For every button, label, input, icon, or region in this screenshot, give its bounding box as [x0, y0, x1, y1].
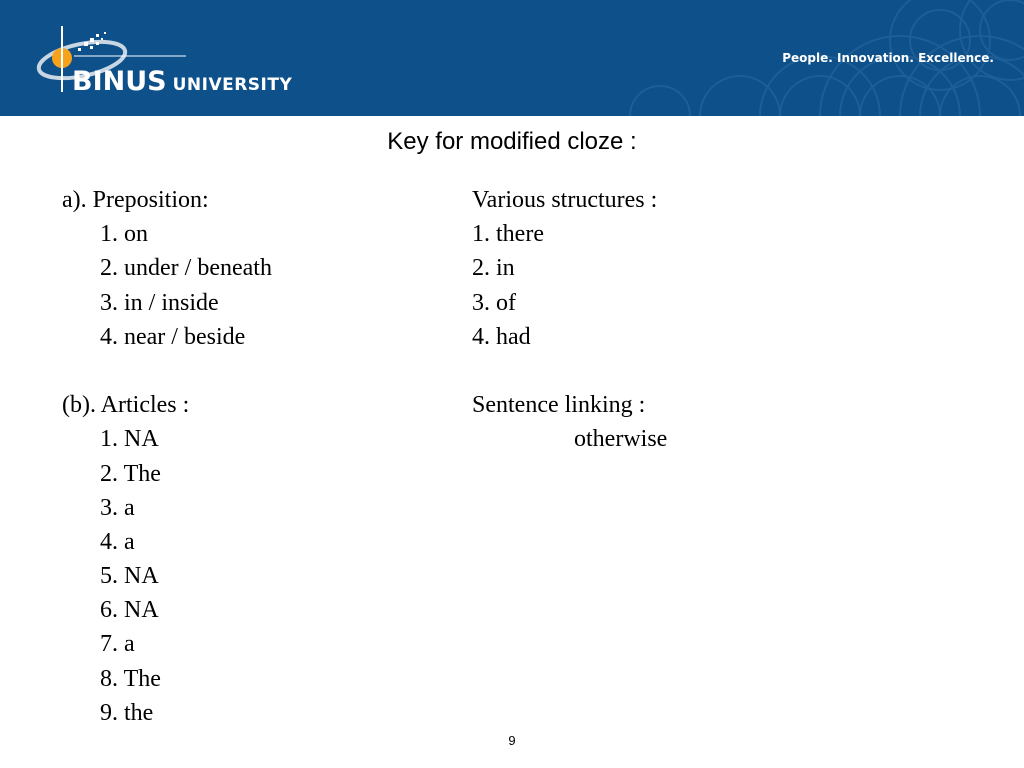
list-item: 2. in: [472, 255, 515, 282]
list-item: 4. near / beside: [100, 323, 246, 350]
slide-title: Key for modified cloze :: [387, 128, 637, 155]
list-item: 7. a: [100, 631, 135, 658]
list-item: otherwise: [574, 426, 668, 453]
list-item: 8. The: [100, 665, 161, 692]
list-item: 2. under / beneath: [100, 255, 272, 282]
logo-subtitle: UNIVERSITY: [172, 75, 293, 95]
list-item: 5. NA: [100, 563, 159, 590]
logo-wordmark: [72, 66, 292, 97]
header-banner: [0, 0, 1024, 116]
list-item: 2. The: [100, 460, 161, 487]
list-item: 6. NA: [100, 597, 159, 624]
logo-brand: BINUS: [72, 66, 167, 97]
spacer: [62, 354, 272, 388]
page-number: 9: [508, 733, 516, 748]
list-item: 4. a: [100, 528, 135, 555]
list-item: 9. the: [100, 699, 154, 726]
list-item: 3. in / inside: [100, 289, 219, 316]
list-item: 1. there: [472, 221, 544, 248]
various-structures-heading: Various structures :: [472, 187, 658, 213]
prepositions-heading: a). Preposition:: [62, 187, 209, 213]
left-column: [62, 183, 272, 730]
tagline: People. Innovation. Excellence.: [782, 51, 994, 65]
list-item: 3. a: [100, 494, 135, 521]
sentence-linking-heading: Sentence linking :: [472, 392, 646, 419]
articles-heading: (b). Articles :: [62, 392, 190, 419]
right-column: [472, 183, 667, 457]
list-item: 1. on: [100, 221, 148, 248]
list-item: 3. of: [472, 289, 516, 316]
list-item: 1. NA: [100, 426, 159, 453]
spacer: [472, 354, 667, 388]
list-item: 4. had: [472, 323, 531, 350]
